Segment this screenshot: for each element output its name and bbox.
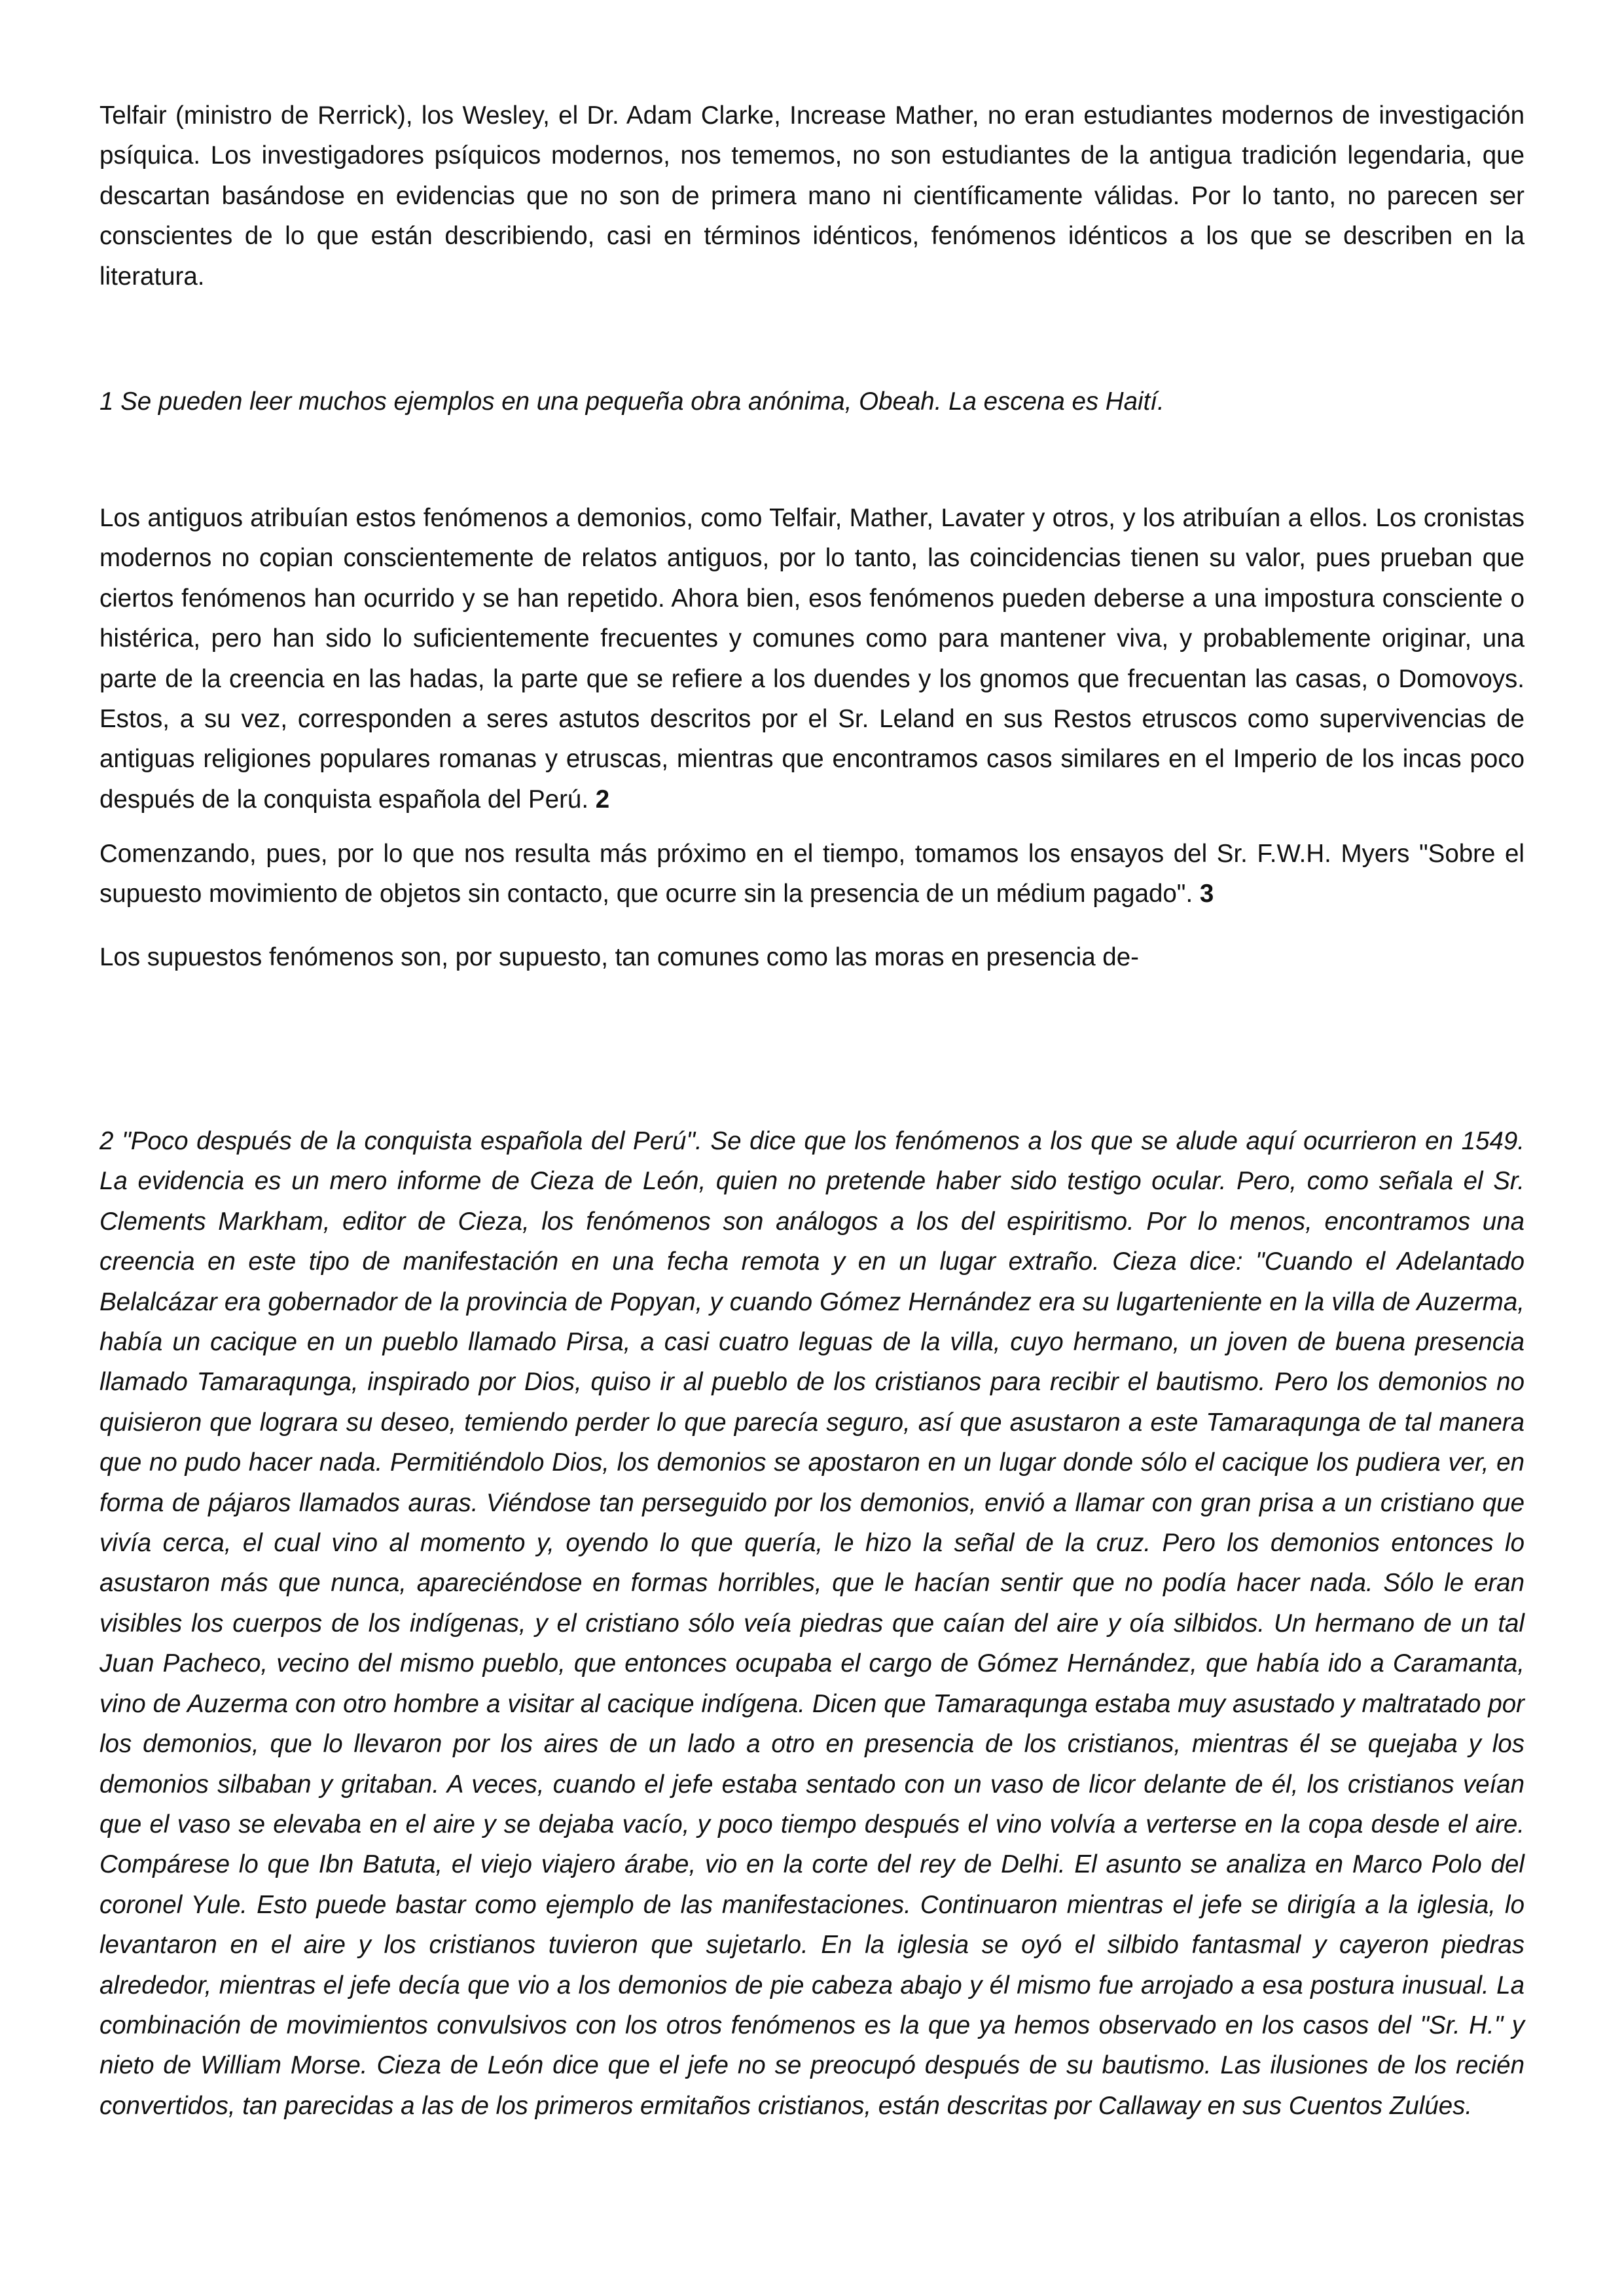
footnote-1: 1 Se pueden leer muchos ejemplos en una pequeña obra anónima, Obeah. La escena es Haití. (99, 387, 1164, 416)
paragraph-2-text: Los antiguos atribuían estos fenómenos a demonios, como Telfair, Mather, Lavater y otros, y los atribuían a ellos. Los cronistas modernos no copian conscientemente de relatos antiguos, por lo tanto, las coincidencias tienen su valor, pues prueban que ciertos fenómenos han ocurrido y se han repetido. Ahora bien, esos fenómenos pueden deberse a una impostura consciente o histérica, pero han sido lo suficientemente frecuentes y comunes como para mantener viva, y probablemente originar, una parte de la creencia en las hadas, la parte que se refiere a los duendes y los gnomos que frecuentan las casas, o Domovoys. Estos, a su vez, corresponden a seres astutos descritos por el Sr. Leland en sus Restos etruscos como supervivencias de antiguas religiones populares romanas y etruscas, mientras que encontramos casos similares en el Imperio de los incas poco después de la conquista española del Perú. (99, 504, 1525, 814)
paragraph-3-text: Comenzando, pues, por lo que nos resulta más próximo en el tiempo, tomamos los ensayos del Sr. F.W.H. Myers "Sobre el supuesto movimiento de objetos sin contacto, que ocurre sin la presencia de un médium pagado". (99, 840, 1525, 908)
body-paragraph-3 (99, 834, 1525, 914)
body-paragraph-2 (99, 498, 1525, 819)
body-paragraph-1: Telfair (ministro de Rerrick), los Wesley, el Dr. Adam Clarke, Increase Mather, no eran estudiantes modernos de investigación psíquica. Los investigadores psíquicos modernos, nos tememos, no son estudiantes de la antigua tradición legendaria, que descartan basándose en evidencias que no son de primera mano ni científicamente válidas. Por lo tanto, no parecen ser conscientes de lo que están describiendo, casi en términos idénticos, fenómenos idénticos a los que se describen en la literatura. (99, 101, 1525, 291)
footnote-2: 2 "Poco después de la conquista española del Perú". Se dice que los fenómenos a los que se alude aquí ocurrieron en 1549. La evidencia es un mero informe de Cieza de León, quien no pretende haber sido testigo ocular. Pero, como señala el Sr. Clements Markham, editor de Cieza, los fenómenos son análogos a los del espiritismo. Por lo menos, encontramos una creencia en este tipo de manifestación en una fecha remota y en un lugar extraño. Cieza dice: "Cuando el Adelantado Belalcázar era gobernador de la provincia de Popyan, y cuando Gómez Hernández era su lugarteniente en la villa de Auzerma, había un cacique en un pueblo llamado Pirsa, a casi cuatro leguas de la villa, cuyo hermano, un joven de buena presencia llamado Tamaraqunga, inspirado por Dios, quiso ir al pueblo de los cristianos para recibir el bautismo. Pero los demonios no quisieron que lograra su deseo, temiendo perder lo que parecía seguro, así que asustaron a este Tamaraqunga de tal manera que no pudo hacer nada. Permitiéndolo Dios, los demonios se apostaron en un lugar donde sólo el cacique los pudiera ver, en forma de pájaros llamados auras. Viéndose tan perseguido por los demonios, envió a llamar con gran prisa a un cristiano que vivía cerca, el cual vino al momento y, oyendo lo que quería, le hizo la señal de la cruz. Pero los demonios entonces lo asustaron más que nunca, apareciéndose en formas horribles, que le hacían sentir que no podía hacer nada. Sólo le eran visibles los cuerpos de los indígenas, y el cristiano sólo veía piedras que caían del aire y oía silbidos. Un hermano de un tal Juan Pacheco, vecino del mismo pueblo, que entonces ocupaba el cargo de Gómez Hernández, que había ido a Caramanta, vino de Auzerma con otro hombre a visitar al cacique indígena. Dicen que Tamaraqunga estaba muy asustado y maltratado por los demonios, que lo llevaron por los aires de un lado a otro en presencia de los cristianos, mientras él se quejaba y los demonios silbaban y gritaban. A veces, cuando el jefe estaba sentado con un vaso de licor delante de él, los cristianos veían que el vaso se elevaba en el aire y se dejaba vacío, y poco tiempo después el vino volvía a verterse en la copa desde el aire. Compárese lo que Ibn Batuta, el viejo viajero árabe, vio en la corte del rey de Delhi. El asunto se analiza en Marco Polo del coronel Yule. Esto puede bastar como ejemplo de las manifestaciones. Continuaron mientras el jefe se dirigía a la iglesia, lo levantaron en el aire y los cristianos tuvieron que sujetarlo. En la iglesia se oyó el silbido fantasmal y cayeron piedras alrededor, mientras el jefe decía que vio a los demonios de pie cabeza abajo y él mismo fue arrojado a esa postura inusual. La combinación de movimientos convulsivos con los otros fenómenos es la que ya hemos observado en los casos del "Sr. H." y nieto de William Morse. Cieza de León dice que el jefe no se preocupó después de su bautismo. Las ilusiones de los recién convertidos, tan parecidas a las de los primeros ermitaños cristianos, están descritas por Callaway en sus Cuentos Zulúes. (99, 1127, 1525, 2120)
body-paragraph-4: Los supuestos fenómenos son, por supuesto, tan comunes como las moras en presencia de- (99, 943, 1139, 971)
footnote-ref-3: 3 (1199, 880, 1214, 908)
footnote-ref-2: 2 (595, 785, 610, 814)
